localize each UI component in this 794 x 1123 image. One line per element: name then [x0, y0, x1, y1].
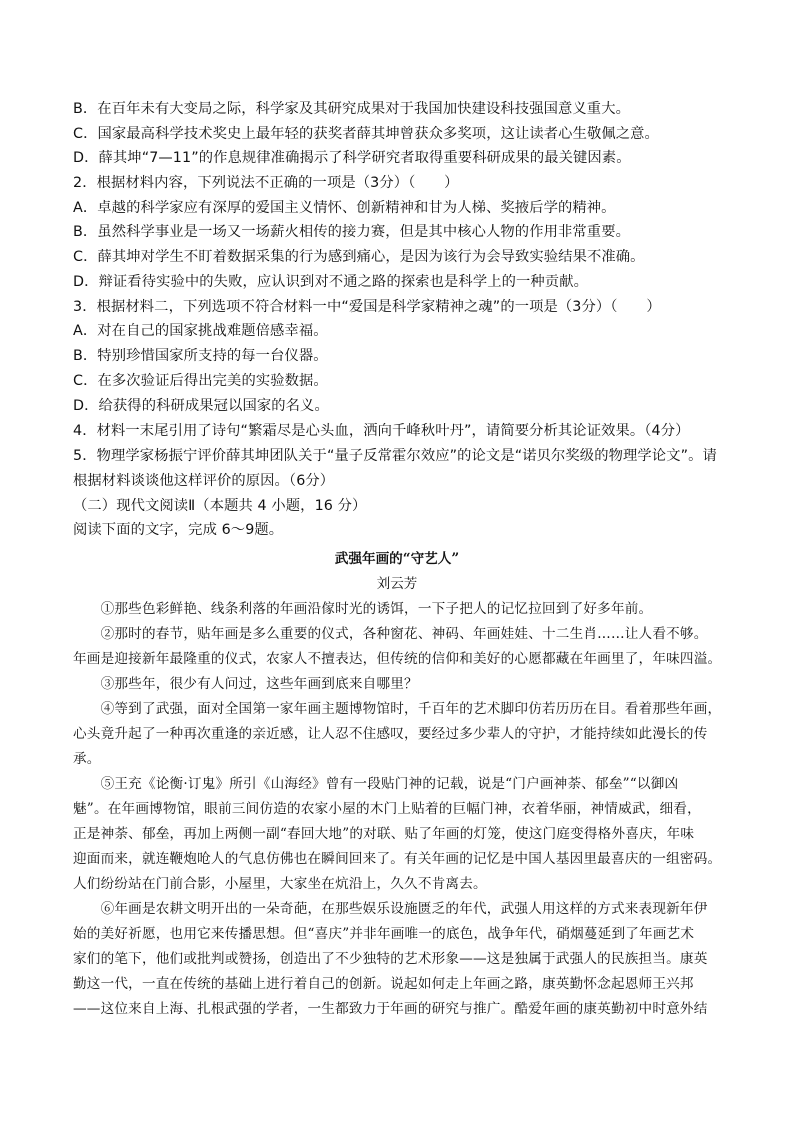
article-line: ②那时的春节，贴年画是多么重要的仪式，各种窗花、神码、年画娃娃、十二生肖……让人看不够。 [73, 626, 708, 642]
q3-option-b: B．特别珍惜国家所支持的每一台仪器。 [73, 348, 328, 364]
article-line: ——这位来自上海、扎根武强的学者，一生都致力于年画的研究与推广。酷爱年画的康英勤初中时意外结 [73, 1001, 708, 1017]
q1-option-b: B．在百年未有大变局之际，科学家及其研究成果对于我国加快建设科技强国意义重大。 [73, 101, 630, 117]
article-line: 家们的笔下，他们或批判或赞扬，创造出了不少独特的艺术形象——这是独属于武强人的民族担当。康英 [73, 951, 708, 967]
article-line: 迎面而来，就连鞭炮呛人的气息仿佛也在瞬间回来了。有关年画的记忆是中国人基因里最喜庆的一组密码。 [73, 851, 722, 867]
article-title: 武强年画的“守艺人” [334, 551, 460, 567]
article-line: ③那些年，很少有人问过，这些年画到底来自哪里？ [73, 676, 418, 692]
q2-option-c: C．薛其坤对学生不盯着数据采集的行为感到痛心，是因为该行为会导致实验结果不准确。 [73, 249, 645, 265]
article-line: 年画是迎接新年最隆重的仪式，农家人不擅表达，但传统的信仰和美好的心愿都藏在年画里了，年味四溢。 [73, 651, 722, 667]
q2-option-a: A．卓越的科学家应有深厚的爱国主义情怀、创新精神和甘为人梯、奖掖后学的精神。 [73, 200, 616, 216]
article-line: 心头竟升起了一种再次重逢的亲近感，让人忍不住感叹，要经过多少辈人的守护，才能持续如此漫长的传 [73, 726, 708, 742]
article-author: 刘云芳 [376, 576, 418, 592]
article-line: ④等到了武强，面对全国第一家年画主题博物馆时，千百年的艺术脚印仿若历历在目。看着那些年画， [73, 701, 722, 717]
article-line: 始的美好祈愿，也用它来传播思想。但“喜庆”并非年画唯一的底色，战争年代，硝烟蔓延到了年画艺术 [73, 926, 695, 942]
article-line: 正是神荼、郁垒，再加上两侧一副“春回大地”的对联、贴了年画的灯笼，使这门庭变得格外喜庆，年味 [73, 826, 695, 842]
article-line: ①那些色彩鲜艳、线条利落的年画沿傢时光的诱饵，一下子把人的记忆拉回到了好多年前。 [73, 601, 653, 617]
article-line: 人们纷纷站在门前合影，小屋里，大家坐在炕沿上，久久不肯离去。 [73, 876, 487, 892]
article-line: ⑥年画是农耕文明开出的一朵奇葩，在那些娱乐设施匮乏的年代，武强人用这样的方式来表现新年伊 [73, 901, 708, 917]
q2-stem: 2．根据材料内容，下列说法不正确的一项是（3分）（ ） [73, 175, 459, 191]
q1-option-c: C．国家最高科学技术奖史上最年轻的获奖者薛其坤曾获众多奖项，这让读者心生敬佩之意。 [73, 126, 659, 142]
q1-option-d: D．薛其坤“7—11”的作息规律准确揭示了科学研究者取得重要科研成果的最关键因素。 [73, 150, 631, 166]
q5-stem-line2: 根据材料谈谈他这样评价的原因。（6分） [73, 473, 335, 489]
q5-stem-line1: 5．物理学家杨振宁评价薛其坤团队关于“量子反常霍尔效应”的论文是“诺贝尔奖级的物理学论文”。请 [73, 448, 717, 464]
article-line: 承。 [73, 751, 101, 767]
q3-option-c: C．在多次验证后得出完美的实验数据。 [73, 373, 328, 389]
q3-stem: 3．根据材料二，下列选项不符合材料一中“爱国是科学家精神之魂”的一项是（3分）（ ） [73, 299, 661, 315]
q3-option-a: A．对在自己的国家挑战难题倍感幸福。 [73, 323, 328, 339]
article-line: ⑤王充《论衡·订鬼》所引《山海经》曾有一段贴门神的记载，说是“门户画神荼、郁垒”“以御凶 [73, 776, 679, 792]
article-line: 勤这一代，一直在传统的基础上进行着自己的创新。说起如何走上年画之路，康英勤怀念起恩师王兴邦 [73, 976, 694, 992]
section-instruction: 阅读下面的文字，完成 6～9题。 [73, 522, 284, 538]
q4-stem: 4．材料一末尾引用了诗句“繁霜尽是心头血，洒向千峰秋叶丹”，请简要分析其论证效果。（4分） [73, 423, 690, 439]
article-line: 魅”。在年画博物馆，眼前三间仿造的农家小屋的木门上贴着的巨幅门神，衣着华丽，神情威武，细看， [73, 801, 701, 817]
q2-option-b: B．虽然科学事业是一场又一场薪火相传的接力赛，但是其中核心人物的作用非常重要。 [73, 224, 630, 240]
section-heading: （二）现代文阅读Ⅱ（本题共 4 小题，16 分） [73, 498, 367, 514]
q2-option-d: D．辩证看待实验中的失败，应认识到对不通之路的探索也是科学上的一种贡献。 [73, 274, 588, 290]
q3-option-d: D．给获得的科研成果冠以国家的名义。 [73, 398, 329, 414]
